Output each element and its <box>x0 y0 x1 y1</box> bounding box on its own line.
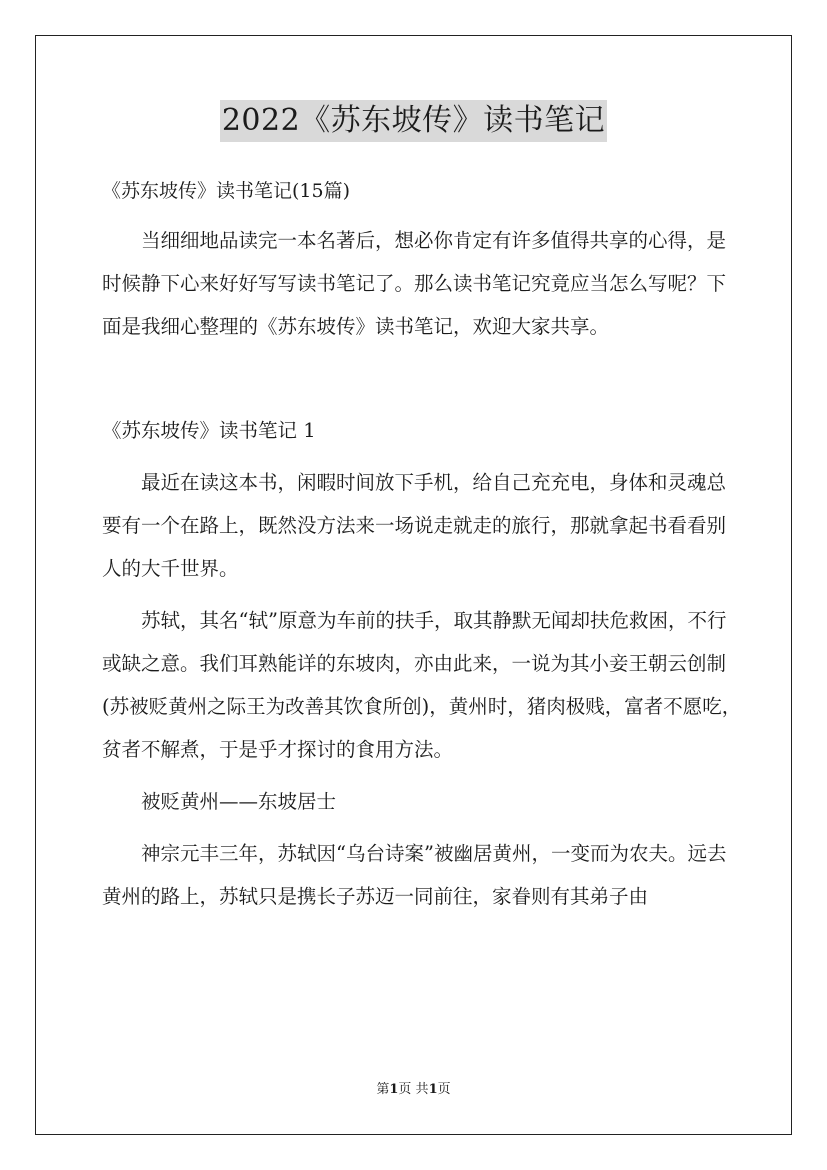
body-paragraph: 最近在读这本书，闲暇时间放下手机，给自己充充电，身体和灵魂总要有一个在路上，既然没方法来一场说走就走的旅行，那就拿起书看看别人的大千世界。 <box>102 471 727 580</box>
page-number-suffix: 页 <box>437 1082 451 1097</box>
page-number-total: 1 <box>428 1082 438 1097</box>
document-title: 2022《苏东坡传》读书笔记 <box>220 100 607 142</box>
page-number-current: 1 <box>389 1082 399 1097</box>
section-heading: 《苏东坡传》读书笔记 1 <box>102 419 316 442</box>
document-body <box>102 170 742 927</box>
page-number-mid: 页 共 <box>398 1082 429 1097</box>
body-paragraph: 神宗元丰三年，苏轼因“乌台诗案”被幽居黄州，一变而为农夫。远去黄州的路上，苏轼只是携长子苏迈一同前往，家眷则有其弟子由 <box>102 842 727 908</box>
page-number-prefix: 第 <box>376 1082 390 1097</box>
body-paragraph: 被贬黄州——东坡居士 <box>141 790 337 813</box>
document-subtitle: 《苏东坡传》读书笔记(15篇) <box>102 180 351 202</box>
title-container <box>0 100 827 142</box>
intro-paragraph: 当细细地品读完一本名著后，想必你肯定有许多值得共享的心得，是时候静下心来好好写写读书笔记了。那么读书笔记究竟应当怎么写呢？下面是我细心整理的《苏东坡传》读书笔记，欢迎大家共享。 <box>102 229 727 338</box>
page-footer <box>0 1080 827 1100</box>
body-paragraph: 苏轼，其名“轼”原意为车前的扶手，取其静默无闻却扶危救困，不行或缺之意。我们耳熟能详的东坡肉，亦由此来，一说为其小妾王朝云创制(苏被贬黄州之际王为改善其饮食所创)，黄州时，猪肉极贱，富者不愿吃，贫者不解煮，于是乎才探讨的食用方法。 <box>102 609 742 761</box>
